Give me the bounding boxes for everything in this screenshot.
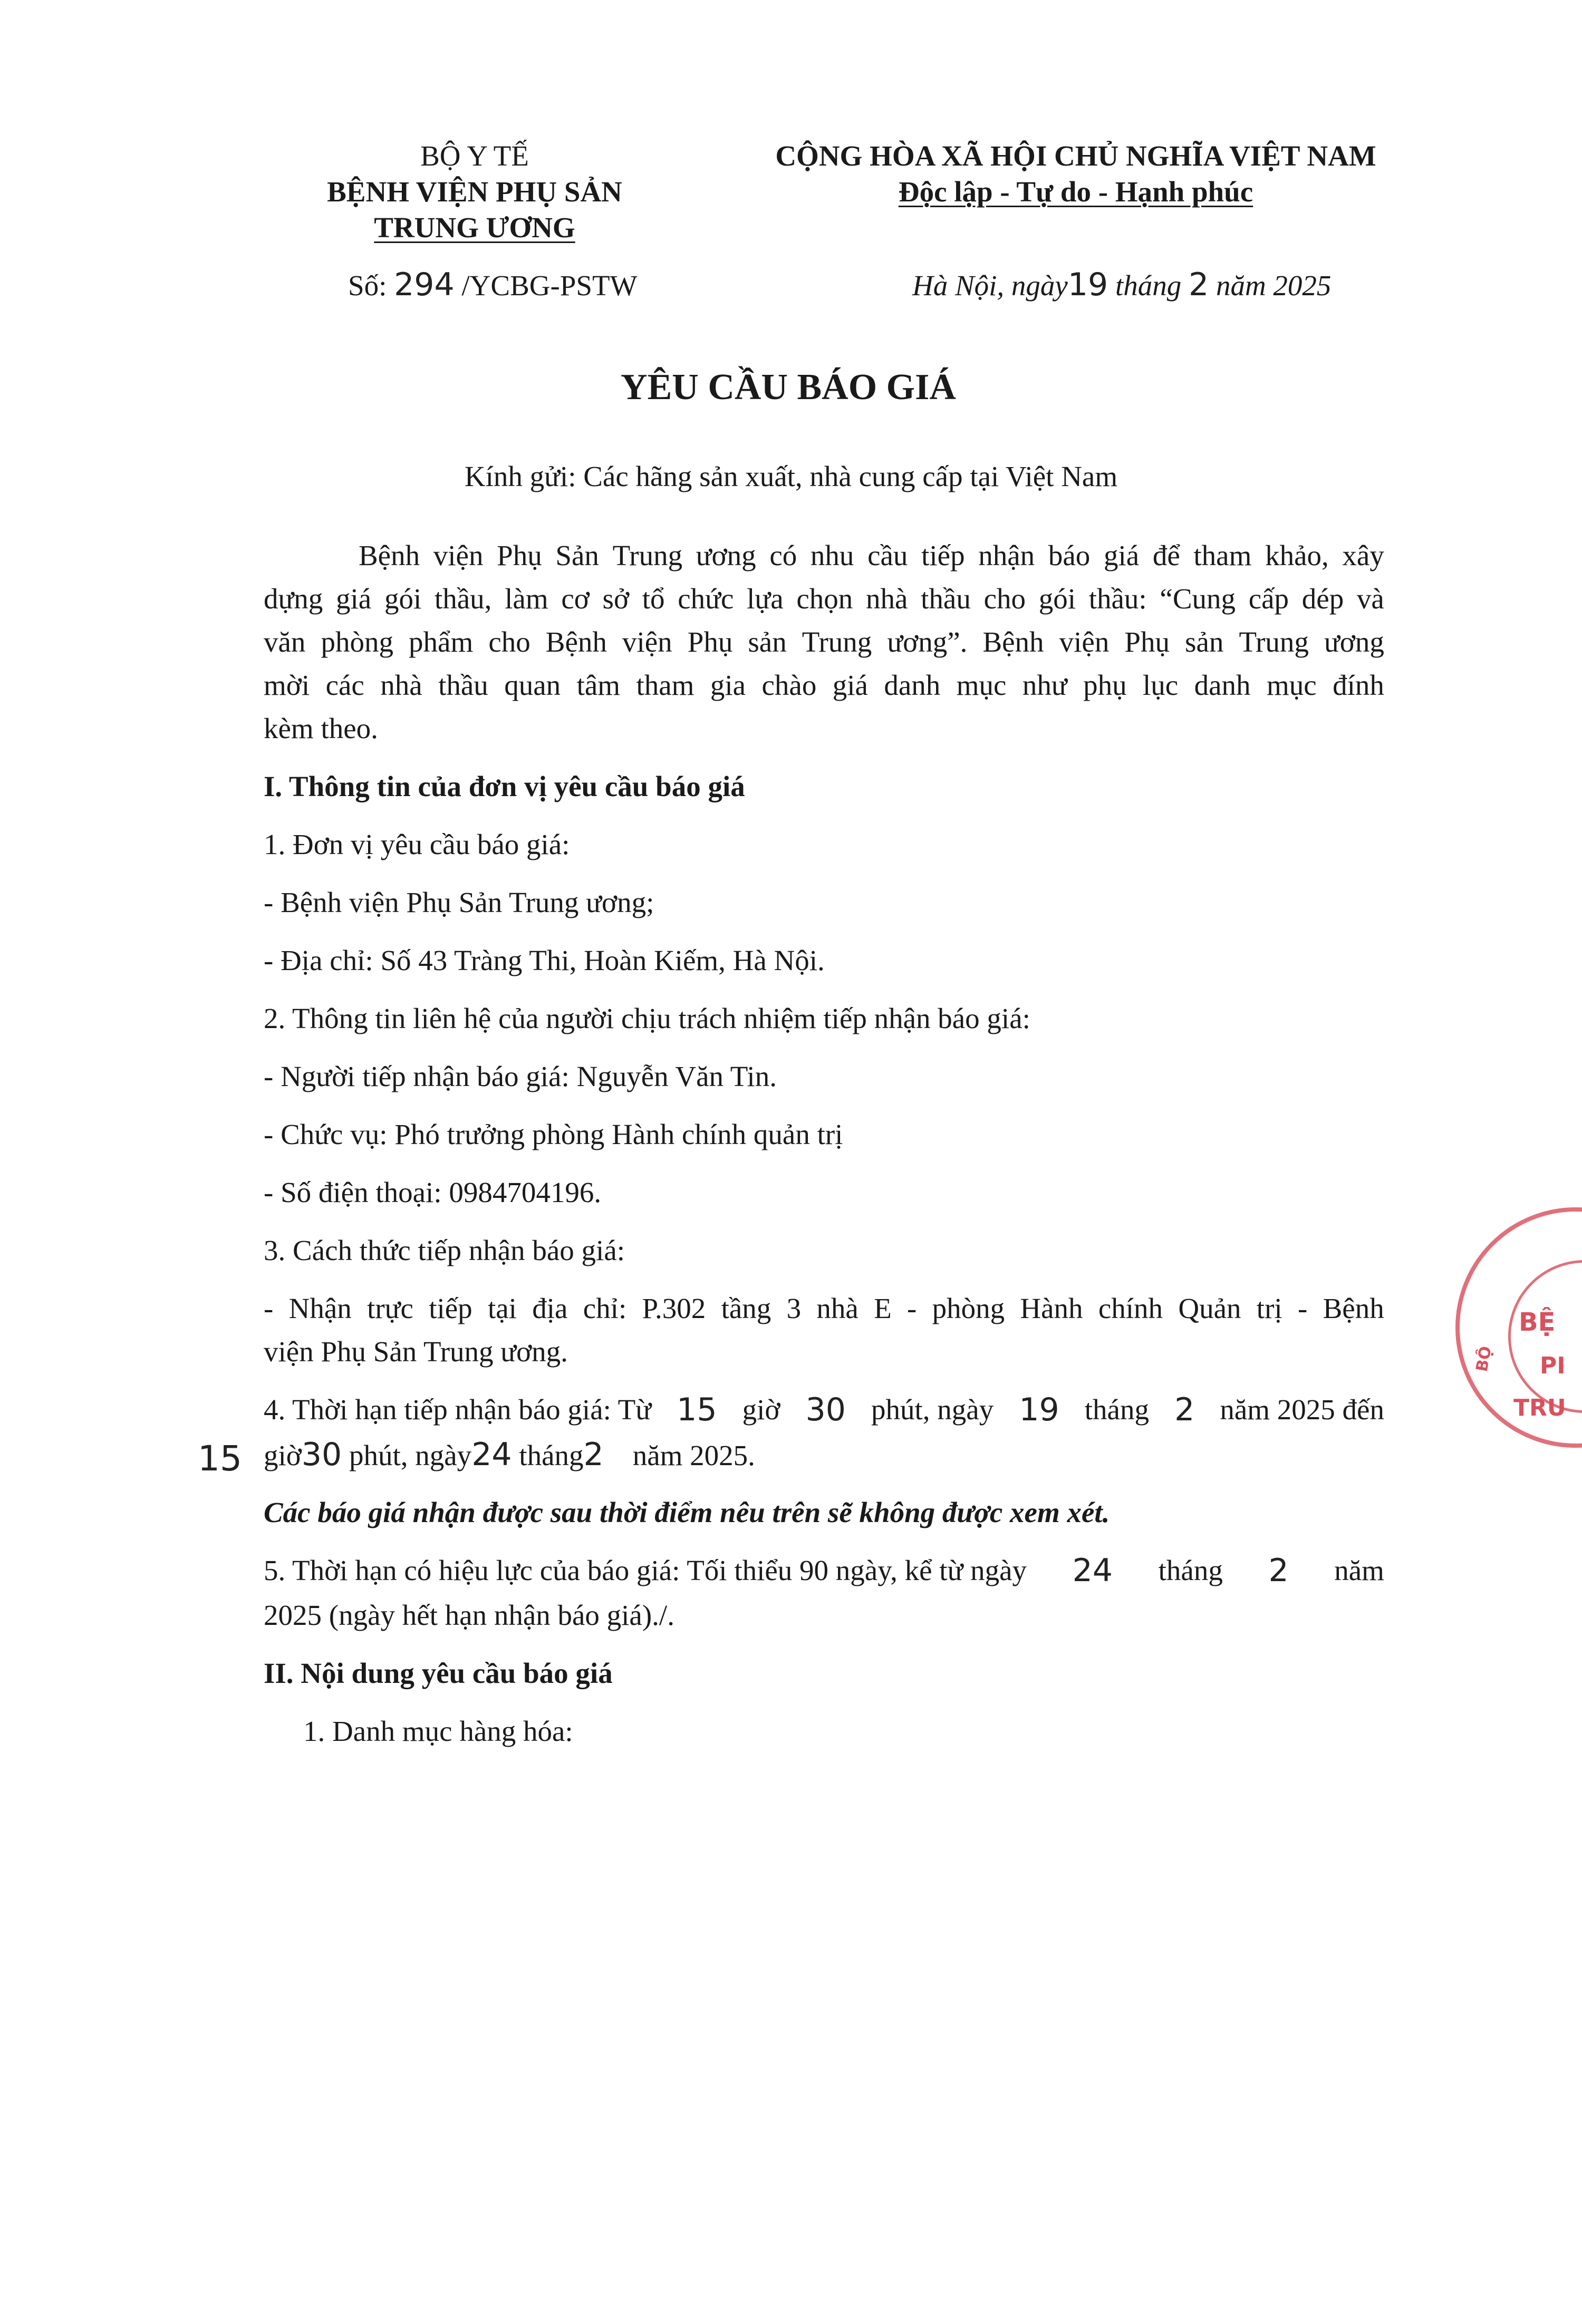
word: E — [874, 1292, 892, 1324]
word: Bệnh — [359, 539, 420, 572]
word: lựa — [747, 583, 784, 615]
handwritten-start-month: 2 — [1174, 1391, 1195, 1428]
word: mời — [264, 669, 310, 701]
handwritten-day: 19 — [1067, 266, 1108, 303]
word: thầu: — [1088, 583, 1147, 615]
word: các — [325, 669, 364, 701]
word: văn — [264, 626, 306, 658]
word: chỉ: — [583, 1292, 627, 1324]
stamp-text-4: BỘ — [1472, 1344, 1496, 1373]
word: Nhận — [288, 1292, 352, 1324]
word: xây — [1342, 539, 1384, 572]
section-2-heading: II. Nội dung yêu cầu báo giá — [264, 1657, 613, 1689]
word: đính — [1333, 669, 1384, 701]
section-1-item-1: 1. Đơn vị yêu cầu báo giá: — [264, 828, 570, 860]
intro-line-3 — [264, 624, 1384, 660]
word: mục — [956, 669, 1007, 701]
section-1-item-3-a-line-2: viện Phụ Sản Trung ương. — [264, 1335, 568, 1368]
word: tại — [487, 1292, 517, 1324]
section-1-item-3: 3. Cách thức tiếp nhận báo giá: — [264, 1234, 625, 1266]
section-1-item-5-line-2: 2025 (ngày hết hạn nhận báo giá)./. — [264, 1599, 674, 1631]
stamp-text-1: BỆ — [1519, 1308, 1556, 1337]
word: giá — [832, 669, 868, 701]
handwritten-end-month: 2 — [583, 1436, 604, 1473]
word: tầng — [721, 1292, 771, 1324]
word: dựng — [264, 583, 323, 615]
word: cầu — [867, 539, 908, 572]
word: Trung — [612, 539, 683, 572]
section-1-item-4-line-1: 4. Thời hạn tiếp nhận báo giá: Từ 15 giờ 30 phút, ngày 19 tháng 2 năm 2025 đến — [264, 1391, 1384, 1428]
word: viện — [433, 539, 484, 572]
word: nhà — [866, 583, 908, 615]
word: viện — [1059, 626, 1110, 658]
word: phẩm — [409, 626, 474, 658]
intro-line-4 — [264, 667, 1384, 703]
word: P.302 — [642, 1292, 706, 1324]
word: lục — [1143, 669, 1179, 701]
handwritten-end-day: 24 — [471, 1436, 512, 1473]
word: báo — [1048, 539, 1091, 572]
word: nhận — [978, 539, 1035, 572]
word: “Cung — [1160, 583, 1236, 615]
word: làm — [505, 583, 548, 615]
word: Phụ — [497, 539, 542, 572]
section-1-item-2-a: - Người tiếp nhận báo giá: Nguyễn Văn Tin. — [264, 1060, 777, 1092]
word: cho — [983, 583, 1026, 615]
word: thầu — [921, 583, 971, 615]
word: giá — [336, 583, 372, 615]
intro-line-2 — [264, 581, 1384, 617]
word: Trung — [802, 626, 872, 658]
word: trực — [367, 1292, 413, 1324]
document-date: Hà Nội, ngày19 tháng 2 năm 2025 — [912, 266, 1332, 303]
word: ương”. — [887, 626, 968, 658]
hospital-name: BỆNH VIỆN PHỤ SẢN — [327, 176, 622, 208]
word: phòng — [321, 626, 393, 658]
word: gói — [384, 583, 422, 615]
section-1-item-1-b: - Địa chỉ: Số 43 Tràng Thi, Hoàn Kiếm, Hà Nội. — [264, 944, 825, 976]
word: viện — [622, 626, 672, 658]
handwritten-start-day: 19 — [1019, 1391, 1059, 1428]
handwritten-margin-hour: 15 — [198, 1438, 242, 1479]
section-1-item-5-line-1: 5. Thời hạn có hiệu lực của báo giá: Tối thiểu 90 ngày, kể từ ngày 24 tháng 2 năm — [264, 1552, 1384, 1589]
word: thầu, — [434, 583, 492, 615]
word: ương — [696, 539, 756, 572]
word: địa — [532, 1292, 568, 1324]
word: chính — [1098, 1292, 1163, 1324]
word: chức — [678, 583, 734, 615]
word: Phụ — [687, 626, 733, 658]
intro-line-1 — [359, 538, 1384, 574]
word: cấp — [1248, 583, 1289, 615]
word: dép — [1301, 583, 1344, 615]
word: mục — [1266, 669, 1317, 701]
recipient-line: Kính gửi: Các hãng sản xuất, nhà cung cấp tại Việt Nam — [464, 460, 1118, 492]
section-2-item-1: 1. Danh mục hàng hóa: — [303, 1715, 573, 1747]
word: như — [1022, 669, 1067, 701]
word: ương — [1324, 626, 1384, 658]
word: có — [769, 539, 797, 572]
word: 3 — [786, 1292, 802, 1324]
national-motto: Độc lập - Tự do - Hạnh phúc — [898, 176, 1253, 208]
handwritten-doc-number: 294 — [394, 266, 455, 303]
section-1-item-3-a-line-1 — [264, 1291, 1384, 1326]
word: tiếp — [921, 539, 965, 572]
word: Quản — [1178, 1292, 1241, 1324]
word: tổ — [642, 583, 665, 615]
issuer-block — [316, 138, 633, 246]
ministry-name: BỘ Y TẾ — [420, 140, 529, 172]
word: - — [264, 1292, 274, 1324]
word: nhu — [810, 539, 854, 572]
word: và — [1356, 583, 1384, 615]
handwritten-validity-day: 24 — [1072, 1552, 1113, 1589]
word: khảo, — [1265, 539, 1329, 572]
word: quan — [504, 669, 561, 701]
word: sở — [602, 583, 630, 615]
word: chọn — [796, 583, 853, 615]
word: tham — [1193, 539, 1252, 572]
handwritten-validity-month: 2 — [1268, 1552, 1289, 1589]
document-number: Số: 294 /YCBG-PSTW — [348, 266, 638, 303]
handwritten-start-hour: 15 — [677, 1391, 717, 1428]
hospital-name-line2: TRUNG ƯƠNG — [374, 211, 575, 244]
word: chào — [761, 669, 817, 701]
word: để — [1152, 539, 1180, 572]
word: tiếp — [429, 1292, 472, 1324]
word: tâm — [576, 669, 621, 701]
word: thầu — [438, 669, 488, 701]
document-title: YÊU CẦU BÁO GIÁ — [621, 367, 956, 408]
section-1-item-2-c: - Số điện thoại: 0984704196. — [264, 1176, 602, 1208]
national-title: CỘNG HÒA XÃ HỘI CHỦ NGHĨA VIỆT NAM — [775, 140, 1376, 172]
section-1-item-4-line-2: giờ30 phút, ngày24 tháng2 năm 2025. — [264, 1436, 755, 1473]
section-1-item-2-b: - Chức vụ: Phó trưởng phòng Hành chính quản trị — [264, 1118, 843, 1150]
late-quote-note: Các báo giá nhận được sau thời điểm nêu trên sẽ không được xem xét. — [264, 1496, 1110, 1528]
word: Bệnh — [1323, 1292, 1384, 1324]
word: sản — [1185, 626, 1224, 658]
word: - — [1297, 1292, 1308, 1324]
word: nhà — [816, 1292, 858, 1324]
national-header — [759, 138, 1392, 210]
word: danh — [884, 669, 941, 701]
word: cho — [488, 626, 530, 658]
handwritten-end-minute: 30 — [301, 1436, 342, 1473]
word: sản — [748, 626, 787, 658]
word: - — [907, 1292, 917, 1324]
word: trị — [1256, 1292, 1282, 1324]
section-1-heading: I. Thông tin của đơn vị yêu cầu báo giá — [264, 770, 745, 802]
word: Trung — [1239, 626, 1309, 658]
word: tham — [636, 669, 694, 701]
section-1-item-1-a: - Bệnh viện Phụ Sản Trung ương; — [264, 886, 654, 918]
handwritten-month: 2 — [1189, 266, 1209, 303]
word: phòng — [932, 1292, 1005, 1324]
word: danh — [1194, 669, 1251, 701]
word: Sản — [555, 539, 599, 572]
handwritten-start-minute: 30 — [805, 1391, 846, 1428]
word: gia — [710, 669, 746, 701]
section-1-item-2: 2. Thông tin liên hệ của người chịu trách nhiệm tiếp nhận báo giá: — [264, 1002, 1030, 1034]
word: Bệnh — [545, 626, 607, 658]
word: Bệnh — [982, 626, 1044, 658]
word: Hành — [1020, 1292, 1083, 1324]
stamp-text-2: PI — [1540, 1352, 1566, 1379]
word: cơ — [561, 583, 590, 615]
word: gói — [1038, 583, 1076, 615]
word: nhà — [380, 669, 422, 701]
stamp-text-3: TRU — [1513, 1395, 1566, 1421]
word: Phụ — [1124, 626, 1170, 658]
intro-line-5: kèm theo. — [264, 712, 378, 744]
word: phụ — [1083, 669, 1127, 701]
word: giá — [1103, 539, 1140, 572]
